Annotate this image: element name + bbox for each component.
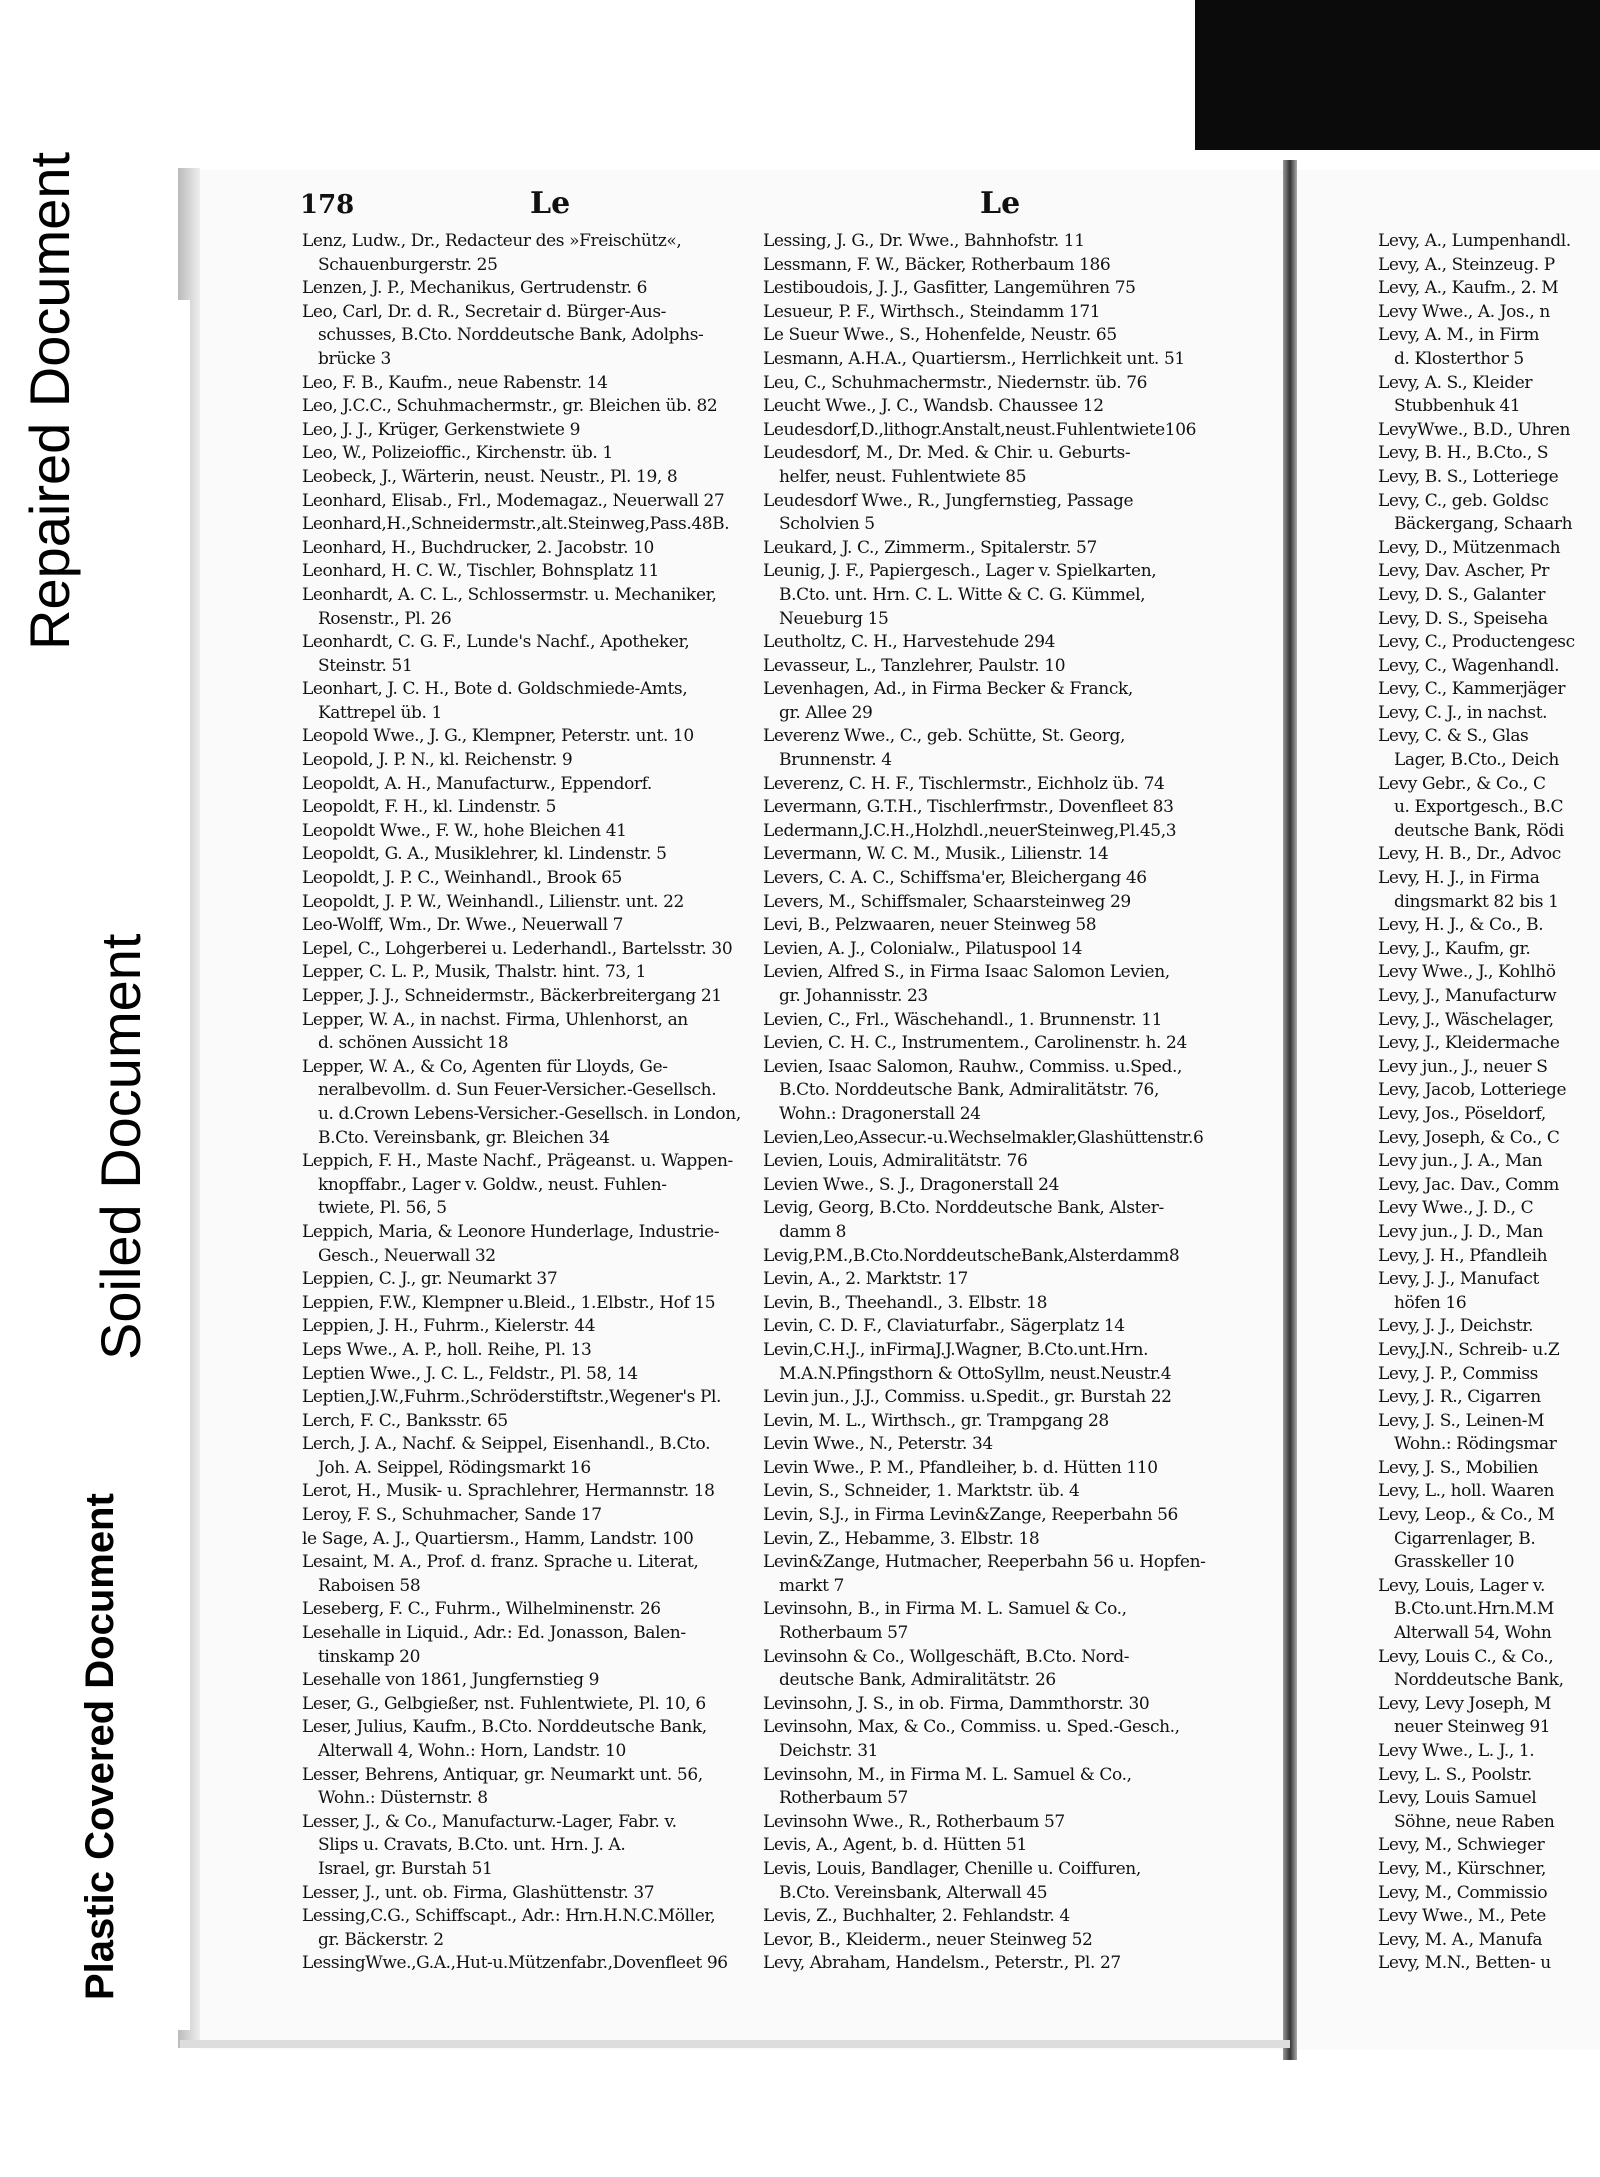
directory-entry: dingsmarkt 82 bis 1: [1394, 891, 1559, 912]
directory-entry: Levinsohn, J. S., in ob. Firma, Dammthorstr. 30: [763, 1693, 1150, 1714]
directory-entry: Lessing, J. G., Dr. Wwe., Bahnhofstr. 11: [763, 231, 1085, 251]
directory-entry: Leroy, F. S., Schuhmacher, Sande 17: [302, 1505, 602, 1526]
directory-entry: Wohn.: Rödingsmar: [1394, 1434, 1557, 1455]
directory-entry: Joh. A. Seippel, Rödingsmarkt 16: [318, 1457, 591, 1478]
directory-entry: Leukard, J. C., Zimmerm., Spitalerstr. 57: [763, 537, 1097, 558]
directory-entry: Levin, A., 2. Marktstr. 17: [763, 1269, 968, 1290]
directory-entry: Rosenstr., Pl. 26: [318, 608, 452, 629]
directory-entry: Levin Wwe., P. M., Pfandleiher, b. d. Hütten 110: [763, 1457, 1158, 1478]
directory-entry: Leppich, Maria, & Leonore Hunderlage, Industrie-: [302, 1221, 720, 1242]
directory-entry: Leudesdorf,D.,lithogr.Anstalt,neust.Fuhlentwiete106: [763, 419, 1197, 440]
directory-entry: Alterwall 4, Wohn.: Horn, Landstr. 10: [318, 1741, 626, 1761]
directory-entry: Leseberg, F. C., Fuhrm., Wilhelminenstr. 26: [302, 1599, 661, 1620]
directory-entry: Neueburg 15: [779, 608, 889, 629]
directory-entry: Levy, Jos., Pöseldorf,: [1378, 1103, 1546, 1124]
directory-entry: Levis, Z., Buchhalter, 2. Fehlandstr. 4: [763, 1906, 1070, 1927]
directory-entry: Levy, C. & S., Glas: [1378, 726, 1529, 747]
directory-entry: Ledermann,J.C.H.,Holzhdl.,neuerSteinweg,Pl.45,3: [763, 820, 1177, 841]
directory-entry: Le Sueur Wwe., S., Hohenfelde, Neustr. 65: [763, 325, 1117, 346]
directory-entry: u. Exportgesch., B.C: [1394, 797, 1564, 818]
directory-entry: u. d.Crown Lebens-Versicher.-Gesellsch. in London,: [318, 1103, 741, 1124]
directory-entry: damm 8: [779, 1221, 847, 1242]
directory-entry: Levy,J.N., Schreib- u.Z: [1378, 1339, 1560, 1360]
directory-entry: Levy, A., Lumpenhandl.: [1378, 231, 1571, 251]
directory-entry: Levy, J. S., Mobilien: [1378, 1457, 1539, 1478]
directory-entry: Levig, Georg, B.Cto. Norddeutsche Bank, Alster-: [763, 1198, 1164, 1219]
directory-entry: Levien, C. H. C., Instrumentem., Carolinenstr. h. 24: [763, 1033, 1187, 1054]
directory-entry: Steinstr. 51: [318, 655, 413, 676]
directory-entry: Leppien, C. J., gr. Neumarkt 37: [302, 1269, 558, 1290]
directory-entry: le Sage, A. J., Quartiersm., Hamm, Landstr. 100: [302, 1528, 694, 1549]
directory-entry: Levy, Louis Samuel: [1378, 1788, 1537, 1809]
directory-entry: Levy, Abraham, Handelsm., Peterstr., Pl. 27: [763, 1953, 1121, 1974]
page-header: [300, 186, 1280, 230]
directory-entry: neralbevollm. d. Sun Feuer-Versicher.-Gesellsch.: [318, 1080, 717, 1101]
directory-entry: Levin, S.J., in Firma Levin&Zange, Reeperbahn 56: [763, 1505, 1178, 1526]
directory-entry: Slips u. Cravats, B.Cto. unt. Hrn. J. A.: [318, 1835, 626, 1856]
directory-entry: Lesueur, P. F., Wirthsch., Steindamm 171: [763, 301, 1101, 322]
directory-entry: Leonhardt, A. C. L., Schlossermstr. u. Mechaniker,: [302, 584, 717, 605]
directory-entry: Kattrepel üb. 1: [318, 702, 442, 723]
directory-entry: Levien, A. J., Colonialw., Pilatuspool 14: [763, 938, 1082, 959]
directory-entry: Gesch., Neuerwall 32: [318, 1245, 496, 1266]
directory-entry: schusses, B.Cto. Norddeutsche Bank, Adolphs-: [318, 325, 704, 346]
directory-entry: Leo, J.C.C., Schuhmachermstr., gr. Bleichen üb. 82: [302, 396, 718, 417]
directory-entry: deutsche Bank, Admiralitätstr. 26: [779, 1670, 1056, 1691]
directory-entry: Levy, C. J., in nachst.: [1378, 702, 1548, 723]
directory-entry: Levy jun., J., neuer S: [1378, 1056, 1548, 1077]
book-spine: [1283, 160, 1297, 2060]
directory-entry: gr. Allee 29: [779, 702, 873, 723]
directory-entry: Levien,Leo,Assecur.-u.Wechselmakler,Glashüttenstr.6: [763, 1127, 1204, 1148]
directory-entry: Lesser, Behrens, Antiquar, gr. Neumarkt unt. 56,: [302, 1764, 703, 1785]
directory-entry: höfen 16: [1394, 1292, 1467, 1313]
directory-entry: Levy, C., Productengesc: [1378, 632, 1575, 653]
directory-entry: Levers, C. A. C., Schiffsma'er, Bleichergang 46: [763, 868, 1147, 889]
directory-entry: Leudesdorf Wwe., R., Jungfernstieg, Passage: [763, 490, 1134, 511]
label-plastic: Plastic Covered Document: [78, 1493, 122, 2000]
directory-entry: Levinsohn, M., in Firma M. L. Samuel & Co.,: [763, 1764, 1132, 1785]
directory-entry: Levis, A., Agent, b. d. Hütten 51: [763, 1835, 1027, 1856]
scan-dark-edge: [1195, 0, 1600, 150]
directory-entry: Leopoldt Wwe., F. W., hohe Bleichen 41: [302, 820, 627, 841]
label-repaired: Repaired Document: [18, 151, 81, 650]
directory-entry: Levien, C., Frl., Wäschehandl., 1. Brunnenstr. 11: [763, 1009, 1163, 1030]
directory-entry: Levy, H. J., in Firma: [1378, 868, 1540, 889]
directory-entry: Levien, Alfred S., in Firma Isaac Salomon Levien,: [763, 962, 1170, 983]
directory-entry: Levy Wwe., J. D., C: [1378, 1198, 1534, 1219]
directory-entry: tinskamp 20: [318, 1646, 421, 1667]
directory-entry: Leopoldt, A. H., Manufacturw., Eppendorf.: [302, 773, 652, 794]
directory-entry: Lesaint, M. A., Prof. d. franz. Sprache u. Literat,: [302, 1552, 699, 1573]
directory-entry: Leopold Wwe., J. G., Klempner, Peterstr. unt. 10: [302, 726, 694, 747]
directory-entry: Leonhart, J. C. H., Bote d. Goldschmiede-Amts,: [302, 679, 688, 700]
directory-entry: Wohn.: Düsternstr. 8: [318, 1788, 488, 1809]
directory-entry: B.Cto. Vereinsbank, Alterwall 45: [779, 1882, 1048, 1903]
directory-entry: Lessmann, F. W., Bäcker, Rotherbaum 186: [763, 254, 1111, 275]
directory-entry: Leo, J. J., Krüger, Gerkenstwiete 9: [302, 419, 580, 440]
directory-entry: neuer Steinweg 91: [1394, 1717, 1551, 1738]
directory-entry: Leps Wwe., A. P., holl. Reihe, Pl. 13: [302, 1339, 592, 1360]
directory-entry: Leptien Wwe., J. C. L., Feldstr., Pl. 58, 14: [302, 1363, 638, 1384]
directory-entry: Levin jun., J.J., Commiss. u.Spedit., gr. Burstah 22: [763, 1387, 1172, 1408]
directory-entry: Levy, Levy Joseph, M: [1378, 1693, 1551, 1714]
directory-entry: Levy, J. H., Pfandleih: [1378, 1245, 1548, 1266]
directory-entry: Lesser, J., & Co., Manufacturw.-Lager, Fabr. v.: [302, 1811, 677, 1832]
directory-entry: Leverenz Wwe., C., geb. Schütte, St. Georg,: [763, 726, 1126, 747]
directory-entry: Israel, gr. Burstah 51: [318, 1858, 493, 1879]
directory-entry: Deichstr. 31: [779, 1741, 879, 1761]
directory-entry: Levy, L. S., Poolstr.: [1378, 1764, 1532, 1785]
directory-entry: Raboisen 58: [318, 1575, 421, 1596]
directory-entry: Levig,P.M.,B.Cto.NorddeutscheBank,Alsterdamm8: [763, 1245, 1180, 1266]
directory-entry: Söhne, neue Raben: [1394, 1811, 1555, 1832]
directory-entry: Levy, A. S., Kleider: [1378, 372, 1533, 393]
directory-entry: Schauenburgerstr. 25: [318, 254, 498, 275]
directory-entry: Levy, C., geb. Goldsc: [1378, 490, 1549, 511]
directory-entry: Levy, J. J., Deichstr.: [1378, 1316, 1534, 1337]
directory-entry: Leser, G., Gelbgießer, nst. Fuhlentwiete, Pl. 10, 6: [302, 1693, 706, 1714]
directory-entry: B.Cto. unt. Hrn. C. L. Witte & C. G. Kümmel,: [779, 584, 1146, 605]
directory-entry: Levy, C., Wagenhandl.: [1378, 655, 1560, 676]
directory-entry: Lesehalle in Liquid., Adr.: Ed. Jonasson, Balen-: [302, 1623, 686, 1644]
page-number: 178: [300, 190, 355, 220]
directory-entry: Levy jun., J. D., Man: [1378, 1221, 1543, 1242]
directory-entry: Levin, B., Theehandl., 3. Elbstr. 18: [763, 1292, 1048, 1313]
directory-entry: Scholvien 5: [779, 514, 875, 535]
directory-entry: brücke 3: [318, 348, 391, 369]
directory-entry: Leopoldt, J. P. C., Weinhandl., Brook 65: [302, 868, 622, 889]
directory-entry: B.Cto.unt.Hrn.M.M: [1394, 1599, 1554, 1620]
middle-column: [763, 230, 1233, 1976]
directory-entry: Levin, S., Schneider, 1. Marktstr. üb. 4: [763, 1481, 1080, 1502]
directory-entry: Brunnenstr. 4: [779, 750, 892, 771]
directory-entry: Bäckergang, Schaarh: [1394, 514, 1573, 535]
directory-entry: Leonhard,H.,Schneidermstr.,alt.Steinweg,Pass.48B.: [302, 514, 730, 535]
directory-entry: Leucht Wwe., J. C., Wandsb. Chaussee 12: [763, 396, 1104, 417]
page-bottom-edge: [180, 2040, 1290, 2048]
directory-entry: Levinsohn & Co., Wollgeschäft, B.Cto. Nord-: [763, 1646, 1130, 1667]
directory-entry: helfer, neust. Fuhlentwiete 85: [779, 466, 1027, 487]
directory-entry: Levy, M.N., Betten- u: [1378, 1953, 1551, 1974]
directory-entry: Levin Wwe., N., Peterstr. 34: [763, 1434, 993, 1455]
directory-entry: deutsche Bank, Rödi: [1394, 820, 1564, 841]
directory-entry: Leopold, J. P. N., kl. Reichenstr. 9: [302, 750, 573, 771]
directory-entry: Levy, H. B., Dr., Advoc: [1378, 844, 1561, 865]
directory-entry: Leo-Wolff, Wm., Dr. Wwe., Neuerwall 7: [302, 915, 624, 936]
header-right-guide: Le: [980, 186, 1021, 221]
directory-entry: Levin, Z., Hebamme, 3. Elbstr. 18: [763, 1528, 1040, 1549]
left-column: [302, 230, 762, 1976]
directory-entry: Lepper, W. A., & Co, Agenten für Lloyds, Ge-: [302, 1056, 668, 1077]
directory-entry: Wohn.: Dragonerstall 24: [779, 1103, 981, 1124]
directory-entry: Lepper, J. J., Schneidermstr., Bäckerbreitergang 21: [302, 986, 722, 1006]
directory-entry: Levermann, W. C. M., Musik., Lilienstr. 14: [763, 844, 1109, 865]
directory-entry: d. schönen Aussicht 18: [318, 1033, 509, 1054]
directory-entry: Cigarrenlager, B.: [1394, 1528, 1536, 1549]
directory-entry: Lepper, C. L. P., Musik, Thalstr. hint. 73, 1: [302, 962, 647, 983]
directory-entry: Levy, L., holl. Waaren: [1378, 1481, 1555, 1502]
directory-entry: Lerot, H., Musik- u. Sprachlehrer, Hermannstr. 18: [302, 1481, 715, 1502]
directory-entry: Leppich, F. H., Maste Nachf., Prägeanst. u. Wappen-: [302, 1151, 733, 1172]
directory-entry: Levy, Joseph, & Co., C: [1378, 1127, 1560, 1148]
directory-entry: Leunig, J. F., Papiergesch., Lager v. Spielkarten,: [763, 561, 1157, 582]
directory-entry: Levy, M. A., Manufa: [1378, 1929, 1543, 1950]
right-column: [1378, 230, 1600, 1976]
directory-entry: Levy jun., J. A., Man: [1378, 1151, 1543, 1172]
directory-entry: Levy, Dav. Ascher, Pr: [1378, 561, 1550, 582]
directory-entry: Stubbenhuk 41: [1394, 396, 1521, 417]
directory-entry: Leonhard, H., Buchdrucker, 2. Jacobstr. 10: [302, 537, 654, 558]
directory-entry: Lestiboudois, J. J., Gasfitter, Langemühren 75: [763, 278, 1136, 299]
directory-entry: gr. Johannisstr. 23: [779, 986, 928, 1006]
directory-entry: Leonhardt, C. G. F., Lunde's Nachf., Apotheker,: [302, 632, 690, 653]
directory-entry: Lerch, J. A., Nachf. & Seippel, Eisenhandl., B.Cto.: [302, 1434, 711, 1455]
directory-entry: Levenhagen, Ad., in Firma Becker & Franck,: [763, 679, 1133, 700]
directory-entry: Levers, M., Schiffsmaler, Schaarsteinweg 29: [763, 891, 1131, 912]
directory-entry: Levin&Zange, Hutmacher, Reeperbahn 56 u. Hopfen-: [763, 1552, 1206, 1573]
directory-entry: Levermann, G.T.H., Tischlerfrmstr., Dovenfleet 83: [763, 797, 1174, 818]
directory-entry: Lerch, F. C., Banksstr. 65: [302, 1410, 508, 1431]
directory-entry: Levy, A., Kaufm., 2. M: [1378, 278, 1559, 299]
directory-entry: Leonhard, H. C. W., Tischler, Bohnsplatz 11: [302, 561, 659, 582]
directory-entry: Levy, C., Kammerjäger: [1378, 679, 1566, 700]
directory-entry: Leppien, F.W., Klempner u.Bleid., 1.Elbstr., Hof 15: [302, 1292, 716, 1313]
directory-entry: Levy, Louis C., & Co.,: [1378, 1646, 1554, 1667]
directory-entry: Levy Wwe., M., Pete: [1378, 1906, 1546, 1927]
directory-entry: Levy, A., Steinzeug. P: [1378, 254, 1555, 275]
directory-entry: Lepel, C., Lohgerberei u. Lederhandl., Bartelsstr. 30: [302, 938, 733, 959]
directory-entry: Lenzen, J. P., Mechanikus, Gertrudenstr. 6: [302, 278, 648, 299]
directory-entry: Levy, D. S., Galanter: [1378, 584, 1546, 605]
directory-entry: M.A.N.Pfingsthorn & OttoSyllm, neust.Neustr.4: [779, 1363, 1172, 1384]
directory-entry: Levis, Louis, Bandlager, Chenille u. Coiffuren,: [763, 1858, 1141, 1879]
directory-entry: Leo, W., Polizeioffic., Kirchenstr. üb. 1: [302, 443, 613, 464]
directory-entry: LessingWwe.,G.A.,Hut-u.Mützenfabr.,Dovenfleet 96: [302, 1953, 728, 1974]
directory-entry: Levasseur, L., Tanzlehrer, Paulstr. 10: [763, 655, 1066, 676]
directory-entry: d. Klosterthor 5: [1394, 348, 1524, 369]
directory-entry: Levy, Jac. Dav., Comm: [1378, 1174, 1560, 1195]
directory-entry: Levy, H. J., & Co., B.: [1378, 915, 1544, 936]
directory-entry: Levy, M., Commissio: [1378, 1882, 1548, 1903]
directory-entry: B.Cto. Norddeutsche Bank, Admiralitätstr. 76,: [779, 1080, 1159, 1101]
directory-entry: Grasskeller 10: [1394, 1552, 1515, 1573]
directory-entry: Levy, B. S., Lotteriege: [1378, 466, 1559, 487]
directory-entry: Lepper, W. A., in nachst. Firma, Uhlenhorst, an: [302, 1009, 688, 1030]
directory-entry: Levy Wwe., J., Kohlhö: [1378, 962, 1556, 983]
directory-entry: Levy, J., Manufacturw: [1378, 986, 1557, 1006]
directory-entry: Leopoldt, G. A., Musiklehrer, kl. Lindenstr. 5: [302, 844, 667, 865]
directory-entry: Levinsohn, B., in Firma M. L. Samuel & Co.,: [763, 1599, 1127, 1620]
directory-entry: Lesser, J., unt. ob. Firma, Glashüttenstr. 37: [302, 1882, 655, 1903]
directory-entry: Leser, Julius, Kaufm., B.Cto. Norddeutsche Bank,: [302, 1717, 707, 1738]
directory-entry: Rotherbaum 57: [779, 1788, 908, 1809]
directory-entry: knopffabr., Lager v. Goldw., neust. Fuhlen-: [318, 1174, 667, 1195]
directory-entry: Levy, M., Schwieger: [1378, 1835, 1545, 1856]
directory-entry: Leverenz, C. H. F., Tischlermstr., Eichholz üb. 74: [763, 773, 1165, 794]
directory-entry: Leo, Carl, Dr. d. R., Secretair d. Bürger-Aus-: [302, 301, 667, 322]
directory-entry: Leopoldt, F. H., kl. Lindenstr. 5: [302, 797, 557, 818]
directory-entry: Levy, Jacob, Lotteriege: [1378, 1080, 1567, 1101]
directory-entry: Levy, J. R., Cigarren: [1378, 1387, 1541, 1408]
directory-entry: gr. Bäckerstr. 2: [318, 1929, 444, 1950]
directory-entry: Leo, F. B., Kaufm., neue Rabenstr. 14: [302, 372, 608, 393]
directory-entry: Leudesdorf, M., Dr. Med. & Chir. u. Geburts-: [763, 443, 1131, 464]
directory-entry: Levy, B. H., B.Cto., S: [1378, 443, 1549, 464]
directory-entry: Levy, M., Kürschner,: [1378, 1858, 1546, 1879]
directory-entry: Levinsohn, Max, & Co., Commiss. u. Sped.-Gesch.,: [763, 1717, 1180, 1738]
header-left-guide: Le: [530, 186, 571, 221]
directory-entry: Levin,C.H.J., inFirmaJ.J.Wagner, B.Cto.unt.Hrn.: [763, 1339, 1149, 1360]
directory-entry: Levy, J., Kaufm, gr.: [1378, 938, 1531, 959]
directory-entry: Lesmann, A.H.A., Quartiersm., Herrlichkeit unt. 51: [763, 348, 1185, 369]
directory-entry: Levy, D., Mützenmach: [1378, 537, 1561, 558]
directory-entry: Levi, B., Pelzwaaren, neuer Steinweg 58: [763, 915, 1097, 936]
directory-entry: twiete, Pl. 56, 5: [318, 1198, 447, 1219]
directory-entry: Levy, J., Wäschelager,: [1378, 1009, 1554, 1030]
directory-entry: Norddeutsche Bank,: [1394, 1670, 1564, 1691]
directory-entry: Rotherbaum 57: [779, 1623, 908, 1644]
directory-entry: Leonhard, Elisab., Frl., Modemagaz., Neuerwall 27: [302, 490, 725, 511]
directory-entry: LevyWwe., B.D., Uhren: [1378, 419, 1570, 440]
label-soiled: Soiled Document: [89, 933, 152, 1360]
directory-entry: B.Cto. Vereinsbank, gr. Bleichen 34: [318, 1127, 610, 1148]
directory-entry: Lager, B.Cto., Deich: [1394, 750, 1559, 771]
directory-entry: Leptien,J.W.,Fuhrm.,Schröderstiftstr.,Wegener's Pl.: [302, 1387, 722, 1408]
directory-entry: Levien, Louis, Admiralitätstr. 76: [763, 1151, 1028, 1172]
directory-entry: Levy Wwe., A. Jos., n: [1378, 301, 1550, 322]
directory-entry: Levien, Isaac Salomon, Rauhw., Commiss. u.Sped.,: [763, 1056, 1182, 1077]
directory-entry: Levy, Louis, Lager v.: [1378, 1575, 1546, 1596]
directory-entry: Leppien, J. H., Fuhrm., Kielerstr. 44: [302, 1316, 596, 1337]
directory-entry: Alterwall 54, Wohn: [1394, 1623, 1552, 1644]
directory-entry: Lesehalle von 1861, Jungfernstieg 9: [302, 1670, 599, 1691]
directory-entry: Leopoldt, J. P. W., Weinhandl., Lilienstr. unt. 22: [302, 891, 684, 912]
directory-entry: Levy, A. M., in Firm: [1378, 325, 1540, 346]
directory-entry: Leu, C., Schuhmachermstr., Niedernstr. üb. 76: [763, 372, 1148, 393]
directory-entry: markt 7: [779, 1575, 844, 1596]
directory-entry: Levy, J. J., Manufact: [1378, 1269, 1539, 1290]
directory-entry: Levy, Leop., & Co., M: [1378, 1505, 1555, 1526]
directory-entry: Lenz, Ludw., Dr., Redacteur des »Freischütz«,: [302, 231, 682, 251]
directory-entry: Levy, D. S., Speiseha: [1378, 608, 1548, 629]
directory-entry: Levin, M. L., Wirthsch., gr. Trampgang 28: [763, 1410, 1109, 1431]
directory-entry: Leutholtz, C. H., Harvestehude 294: [763, 632, 1056, 653]
directory-entry: Levy, J. P., Commiss: [1378, 1363, 1538, 1384]
directory-entry: Leobeck, J., Wärterin, neust. Neustr., Pl. 19, 8: [302, 466, 678, 487]
directory-entry: Levy, J. S., Leinen-M: [1378, 1410, 1545, 1431]
directory-entry: Levy Wwe., L. J., 1.: [1378, 1741, 1535, 1761]
directory-entry: Levin, C. D. F., Claviaturfabr., Sägerplatz 14: [763, 1316, 1125, 1337]
directory-entry: Levy Gebr., & Co., C: [1378, 773, 1546, 794]
directory-entry: Lessing,C.G., Schiffscapt., Adr.: Hrn.H.N.C.Möller,: [302, 1906, 716, 1927]
directory-entry: Levien Wwe., S. J., Dragonerstall 24: [763, 1174, 1059, 1195]
directory-entry: Levy, J., Kleidermache: [1378, 1033, 1560, 1054]
directory-entry: Levor, B., Kleiderm., neuer Steinweg 52: [763, 1929, 1093, 1950]
directory-entry: Levinsohn Wwe., R., Rotherbaum 57: [763, 1811, 1065, 1832]
